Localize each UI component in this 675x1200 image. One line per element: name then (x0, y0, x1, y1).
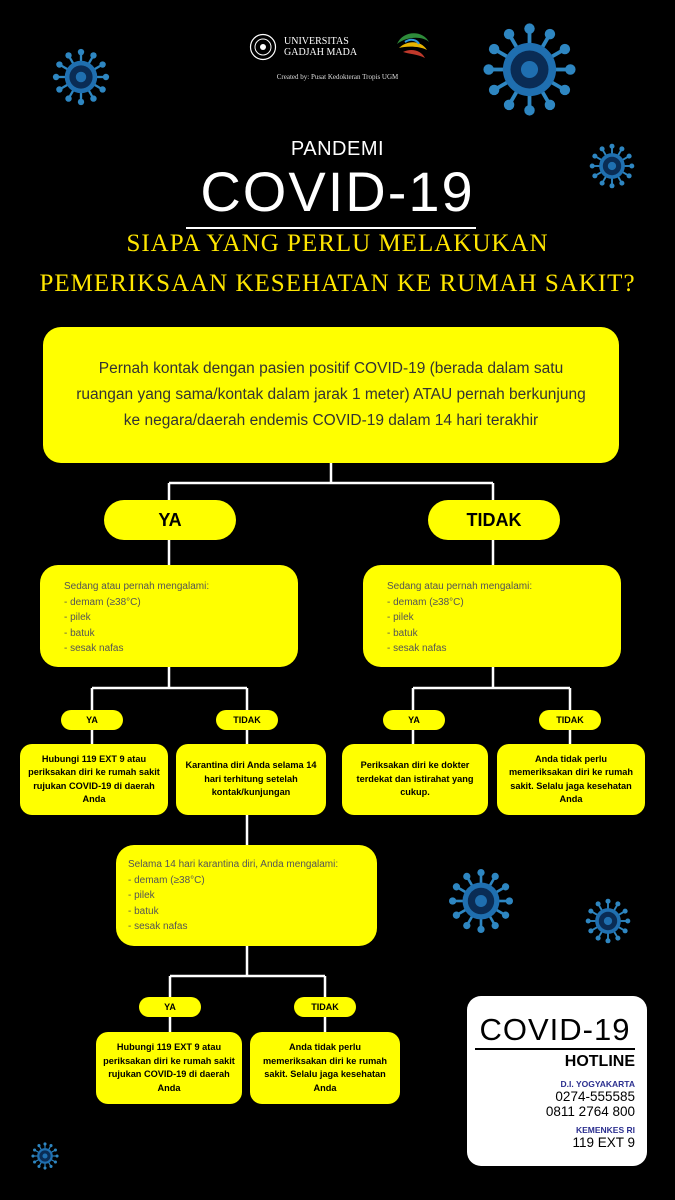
hotline-region-kemenkes: KEMENKES RI (575, 1124, 635, 1135)
university-name: UNIVERSITAS GADJAH MADA (284, 36, 358, 58)
outcome-dokter (342, 744, 488, 815)
exposure-question-text: Pernah kontak dengan pasien positif COVID-19 (berada dalam satu ruangan yang sama/kontak dalam jarak 1 meter) ATAU pernah berkunjung ke negara/daerah endemis COVID-19 dalam 14 hari terakhir (76, 360, 586, 429)
question-line-2: PEMERIKSAAN KESEHATAN KE RUMAH SAKIT? (39, 270, 636, 297)
quarantine-title: Selama 14 hari karantina diri, Anda mengalami: (128, 859, 339, 870)
question-line-1: SIAPA YANG PERLU MELAKUKAN (126, 230, 549, 257)
title-covid: COVID-19 (200, 160, 475, 223)
hotline-divider (475, 1048, 635, 1050)
hotline-subtitle: HOTLINE (564, 1052, 635, 1070)
symptom-item: - pilek (387, 612, 414, 623)
symptom-item: - demam (≥38°C) (387, 596, 464, 608)
outcome-hubungi (96, 1032, 242, 1104)
symptom-item: - batuk (387, 627, 418, 639)
hotline-region-yogyakarta: D.I. YOGYAKARTA (560, 1078, 635, 1089)
outcome-hubungi (20, 744, 168, 815)
outcome-karantina (176, 744, 326, 815)
answer-ya-pill: YA (61, 710, 123, 730)
symptom-item: - demam (≥38°C) (128, 874, 205, 886)
outcome-text: Anda tidak perlu memeriksakan diri ke rumah sakit. Selalu jaga kesehatan Anda (262, 1042, 388, 1093)
quarantine-symptom-box (116, 845, 377, 946)
symptom-box-ya (40, 565, 298, 667)
symptom-item: - batuk (128, 905, 159, 917)
answer-ya-pill: YA (139, 997, 201, 1017)
outcome-text: Anda tidak perlu memeriksakan diri ke rumah sakit. Selalu jaga kesehatan Anda (508, 753, 634, 804)
answer-tidak-pill: TIDAK (216, 710, 278, 730)
answer-tidak-pill: TIDAK (294, 997, 356, 1017)
outcome-text: Hubungi 119 EXT 9 atau periksakan diri ke rumah sakit rujukan COVID-19 di daerah Anda (103, 1042, 235, 1093)
symptom-item: - batuk (64, 627, 95, 639)
hotline-title: COVID-19 (479, 1012, 631, 1047)
symptom-title: Sedang atau pernah mengalami: (387, 581, 533, 592)
hotline-card (467, 996, 647, 1166)
outcome-tidak-perlu (250, 1032, 400, 1104)
answer-ya-pill: YA (383, 710, 445, 730)
symptom-item: - sesak nafas (128, 921, 188, 932)
symptom-title: Sedang atau pernah mengalami: (64, 581, 210, 592)
hotline-number: 0274-555585 (555, 1088, 635, 1104)
hotline-number: 119 EXT 9 (572, 1134, 635, 1150)
answer-tidak-pill: TIDAK (539, 710, 601, 730)
outcome-text: Hubungi 119 EXT 9 atau periksakan diri ke rumah sakit rujukan COVID-19 di daerah Anda (28, 753, 160, 804)
symptom-item: - sesak nafas (64, 643, 124, 654)
outcome-text: Periksakan diri ke dokter terdekat dan istirahat yang cukup. (356, 760, 474, 798)
symptom-box-tidak (363, 565, 621, 667)
symptom-item: - pilek (64, 612, 91, 623)
outcome-text: Karantina diri Anda selama 14 hari terhitung setelah kontak/kunjungan (185, 760, 317, 798)
answer-tidak-main: TIDAK (428, 500, 560, 540)
symptom-item: - pilek (128, 890, 155, 901)
answer-ya-main: YA (104, 500, 236, 540)
hotline-number: 0811 2764 800 (545, 1103, 635, 1119)
title-pandemi: PANDEMI (290, 138, 385, 160)
symptom-item: - sesak nafas (387, 643, 447, 654)
symptom-item: - demam (≥38°C) (64, 596, 141, 608)
question-box-exposure (43, 327, 619, 463)
outcome-tidak-perlu (497, 744, 645, 815)
credit-line: Created by: Pusat Kedokteran Tropis UGM (276, 73, 399, 81)
